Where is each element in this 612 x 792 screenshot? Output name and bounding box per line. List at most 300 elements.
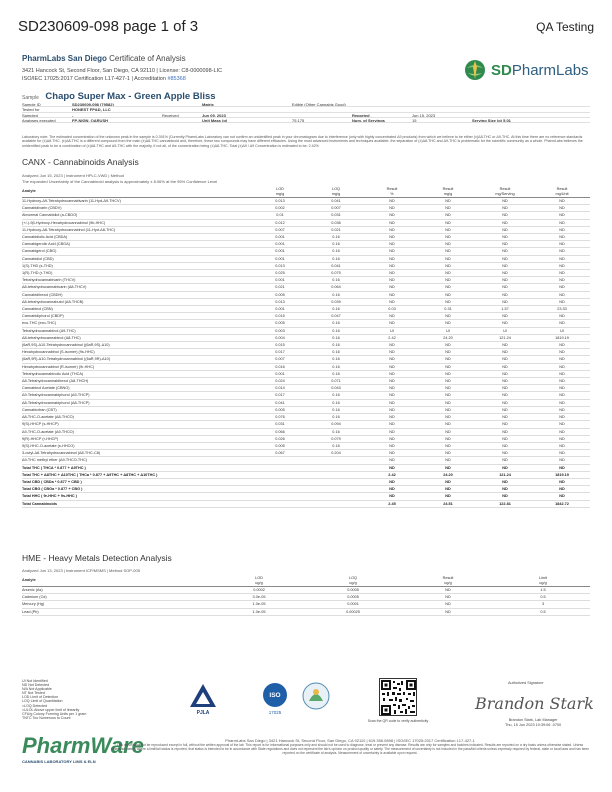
table-cell: ND [534, 421, 590, 428]
pjla-icon [183, 681, 223, 717]
analyte-name: 3-octyl-Δ8-Tetrahydrocannabinol (Δ8-THC-C8) [22, 450, 252, 457]
signer-info [505, 718, 561, 727]
analyte-name: 9(S)-HHCP (s-HHCP) [22, 421, 252, 428]
table-cell: ND [534, 291, 590, 298]
table-cell [252, 464, 308, 471]
table-cell: 0.0001 [306, 601, 400, 608]
table-cell: ND [534, 428, 590, 435]
analyte-name: Cannabinol Acetate (CBNO) [22, 385, 252, 392]
lab-note: Laboratory note: The estimated concentration of the unknown peak in the sample is 0.391% (Currently PharmLabs Laboratory can not confirm an unidentified peak in your chromatogram due to interference (only with highly concentrated Δ9 products) from which we believe to be either (±)Δ8-THC or Δ9-THC. At this time there are no reference standards available for (±)Δ8-THC. (±)Δ8-THC is a different compound from the main (±)Δ8-THC cannabinoid and, therefore, these two compounds may have different efficacies. Using the most advanced instruments and techniques available, the separation of (±)Δ8-THC and Δ9-THC is problematic for the scientific community as a whole. PharmLabs believes the unidentified peak to be a combination of (±)Δ8-THC and Δ9-THC with the majority, if not all, of the concentration being (±)Δ8-THC. Total (±)Δ9 / Δ9 Concentration is estimated to be: 2.42% [22, 135, 583, 148]
analyte-name: Total Cannabinoids [22, 500, 252, 507]
table-cell [252, 457, 308, 464]
canx-table [22, 187, 590, 508]
sample-meta-cell: - [72, 112, 74, 117]
table-cell: 0.00025 [306, 608, 400, 615]
table-row [22, 313, 590, 320]
accreditation-link[interactable]: #85368 [167, 76, 186, 82]
table-cell: 2.42 [364, 334, 420, 341]
analyte-name: Total CBG ( CBGa * 0.877 + CBG ) [22, 486, 252, 493]
table-cell: ND [476, 205, 534, 212]
sample-meta-cell: Sampled [22, 112, 38, 117]
table-row [22, 226, 590, 233]
table-cell: ND [476, 198, 534, 205]
table-cell: ND [476, 320, 534, 327]
table-cell: ND [476, 298, 534, 305]
table-cell: ND [476, 212, 534, 219]
hme-column-header: LOD ug/g [212, 576, 306, 587]
legend-entry: NT Not Tested [22, 691, 45, 696]
table-cell: ND [364, 392, 420, 399]
analyte-name: Cannabidiol (CBD) [22, 255, 252, 262]
table-cell: ND [364, 356, 420, 363]
analyte-name: Total CBD ( CBDa * 0.877 + CBD ) [22, 478, 252, 485]
table-cell: 1.0e-05 [212, 608, 306, 615]
table-cell: ND [534, 255, 590, 262]
sample-meta-cell: HONEST FP&D, LLC [72, 107, 111, 112]
analyte-name: 9(S)-HHC-O-acetate (s-HHCO) [22, 442, 252, 449]
hme-table [22, 576, 590, 616]
table-cell: ND [420, 428, 476, 435]
signature-heading: Authorized Signature [508, 681, 544, 685]
table-cell: ND [476, 342, 534, 349]
table-cell [252, 486, 308, 493]
table-cell: 0.013 [252, 198, 308, 205]
table-cell: 0.5 [496, 608, 590, 615]
table-cell: 0.025 [252, 270, 308, 277]
canx-column-header: LOD mg/g [252, 187, 308, 198]
table-cell: 0.043 [308, 385, 364, 392]
abbreviation-legend [22, 679, 122, 720]
table-cell: 0.003 [252, 327, 308, 334]
table-cell: ND [534, 378, 590, 385]
table-cell: ND [364, 248, 420, 255]
analyte-name: 1(R)-THD (r-THD) [22, 270, 252, 277]
table-cell: ND [364, 406, 420, 413]
canx-column-header: Result % [364, 187, 420, 198]
table-cell: ND [476, 284, 534, 291]
globe-leaf-icon [463, 58, 487, 82]
table-cell: ND [534, 277, 590, 284]
table-cell: ND [534, 234, 590, 241]
svg-text:PJLA: PJLA [196, 710, 210, 716]
table-cell: ND [364, 349, 420, 356]
table-cell: 0.5 [496, 594, 590, 601]
table-cell: 0.001 [252, 234, 308, 241]
table-cell: ND [364, 435, 420, 442]
table-cell: ND [364, 450, 420, 457]
analyte-name: Tetrahydrocannabinolic Acid (THCA) [22, 370, 252, 377]
table-cell [252, 493, 308, 500]
analyte-name: Cannabinol (CBN) [22, 306, 252, 313]
table-cell: ND [476, 450, 534, 457]
canx-column-header: Analyte [22, 187, 252, 198]
table-cell [308, 471, 364, 478]
table-row [22, 320, 590, 327]
table-cell: ND [364, 320, 420, 327]
table-cell: 0.16 [308, 442, 364, 449]
table-cell: 0.007 [252, 226, 308, 233]
table-cell: ND [420, 349, 476, 356]
table-cell: ND [364, 478, 420, 485]
analyte-name: Total HHC ( 9r-HHC + 9s-HHC ) [22, 493, 252, 500]
table-cell: ND [364, 198, 420, 205]
analyte-name: Total THC ( THCA * 0.877 + Δ9THC ) [22, 464, 252, 471]
table-cell [308, 493, 364, 500]
table-cell: 0.16 [308, 327, 364, 334]
canx-column-header: Result mg/g [420, 187, 476, 198]
signature-script: Brandon Stark [475, 694, 594, 713]
table-cell: 0.16 [308, 370, 364, 377]
sample-meta-cell [162, 102, 202, 106]
analyte-name: Cannabicitran (CBT) [22, 406, 252, 413]
pharmware-subtitle: CANNABIS LABORATORY LIMS & ELN [22, 759, 96, 764]
sample-meta-cell: 15 [412, 117, 417, 123]
table-row [22, 262, 590, 269]
table-cell: 122.81 [476, 500, 534, 507]
lab-accreditation: ISO/IEC 17025:2017 Certification L17-427-1 | Accreditation [22, 76, 168, 82]
table-cell: ND [534, 363, 590, 370]
hme-analyzed: Analyzed Jun 13, 2023 | Instrument ICP/MSMS | Method SOP-005 [22, 568, 140, 573]
table-cell: ND [534, 392, 590, 399]
table-cell: ND [364, 457, 420, 464]
table-cell: 0.03 [364, 306, 420, 313]
table-cell: ND [420, 399, 476, 406]
table-cell: 24.51 [420, 500, 476, 507]
table-cell: ND [534, 464, 590, 471]
table-cell: ND [400, 594, 496, 601]
table-cell: ND [476, 219, 534, 226]
table-cell: 3 [496, 601, 590, 608]
table-cell: ND [420, 298, 476, 305]
table-cell: 0.16 [308, 406, 364, 413]
table-cell: ND [476, 248, 534, 255]
table-cell: 0.067 [252, 450, 308, 457]
table-cell: ND [364, 212, 420, 219]
table-cell: ND [534, 486, 590, 493]
table-cell: 0.16 [308, 291, 364, 298]
canx-analyzed: Analyzed Jun 15, 2023 | Instrument HPLC-VWD | Method [22, 173, 124, 178]
table-cell: ND [364, 284, 420, 291]
sample-meta-cell: Analyses executed [22, 117, 56, 123]
table-cell: 0.16 [308, 399, 364, 406]
table-cell: 0.16 [308, 356, 364, 363]
table-cell: ND [534, 342, 590, 349]
table-cell: ND [364, 493, 420, 500]
sample-meta-cell: Jun 15, 2023 [412, 112, 436, 117]
table-cell: ND [420, 248, 476, 255]
analyte-name: Cannabigerolic Acid (CBGA) [22, 241, 252, 248]
table-cell: 0.004 [252, 334, 308, 341]
table-cell: ND [364, 486, 420, 493]
table-cell [252, 478, 308, 485]
analyte-name: Δ8-Tetrahydrocannabiphorol (Δ8-THCP) [22, 399, 252, 406]
svg-text:17025: 17025 [268, 710, 282, 715]
table-cell: ND [420, 241, 476, 248]
table-cell: ND [420, 493, 476, 500]
lab-name: PharmLabs San Diego [22, 54, 107, 63]
table-cell: ND [420, 198, 476, 205]
legend-entry: ND Not Detected [22, 683, 50, 688]
table-cell: 0.16 [308, 392, 364, 399]
table-cell: ND [476, 428, 534, 435]
table-row [22, 370, 590, 377]
table-cell: 0.026 [252, 435, 308, 442]
table-cell: 0.041 [308, 198, 364, 205]
table-cell: 0.094 [308, 421, 364, 428]
table-row [22, 608, 590, 615]
table-cell: ND [476, 349, 534, 356]
table-cell: ND [476, 262, 534, 269]
logo-text: SDPharmLabs [491, 61, 589, 79]
table-cell: ND [364, 370, 420, 377]
table-row [22, 291, 590, 298]
table-cell: 0.16 [308, 363, 364, 370]
table-cell: ND [364, 234, 420, 241]
table-row [22, 248, 590, 255]
analyte-name: (+/-)-9β-Hydroxy-Hexahydrocannabinol (9b-HHC) [22, 219, 252, 226]
table-cell: ND [420, 450, 476, 457]
analyte-name: Δ8-THC-O-acetate (Δ8-THCO) [22, 414, 252, 421]
table-cell: 24.20 [420, 334, 476, 341]
table-cell: ND [476, 241, 534, 248]
legend-entry: LOQ Limit of Quantitation [22, 699, 63, 704]
lab-block [22, 54, 352, 83]
table-cell: ND [364, 442, 420, 449]
analyte-name: Hexahydrocannabinol (S-isomer) (9s-HHC) [22, 349, 252, 356]
table-cell: ND [476, 313, 534, 320]
table-cell: 0.001 [252, 255, 308, 262]
table-cell: 0.047 [308, 313, 364, 320]
table-row [22, 399, 590, 406]
table-row [22, 363, 590, 370]
table-cell: ND [534, 248, 590, 255]
sample-meta-cell [162, 107, 202, 111]
table-cell: ND [420, 291, 476, 298]
table-cell [252, 500, 308, 507]
canx-column-header: LOQ mg/g [308, 187, 364, 198]
analyte-name: Cadmium (Cd) [22, 594, 212, 601]
table-cell: ND [420, 464, 476, 471]
table-cell: 0.005 [252, 320, 308, 327]
table-cell: ND [534, 406, 590, 413]
verification-qr-code[interactable] [379, 678, 417, 716]
table-cell: ND [400, 587, 496, 594]
table-cell: 0.16 [308, 320, 364, 327]
analyte-name: Total THC + Δ8THC + Δ10THC ( THCa * 0.877 + Δ9THC + Δ8THC + Δ10THC ) [22, 471, 252, 478]
analyte-name: Cannabidihexol (CBDH) [22, 291, 252, 298]
table-cell: ND [534, 414, 590, 421]
sample-meta-cell: Received [162, 112, 179, 117]
table-cell: 0.16 [308, 334, 364, 341]
table-cell: ND [420, 421, 476, 428]
table-cell: ND [364, 342, 420, 349]
top-bar [18, 18, 594, 40]
qa-label: QA Testing [536, 20, 594, 34]
table-cell: 0.021 [308, 226, 364, 233]
table-cell: ND [420, 435, 476, 442]
table-cell: ND [364, 262, 420, 269]
table-cell: 0.001 [252, 306, 308, 313]
table-cell: ND [420, 219, 476, 226]
table-row [22, 450, 590, 457]
table-cell: UI [364, 327, 420, 334]
table-cell: 0.001 [252, 370, 308, 377]
table-cell: ND [420, 313, 476, 320]
table-cell: 0.013 [252, 262, 308, 269]
table-cell: 0.013 [252, 298, 308, 305]
table-cell: ND [420, 486, 476, 493]
hme-column-header: Result ug/g [400, 576, 496, 587]
table-cell: 0.066 [252, 428, 308, 435]
table-cell: ND [534, 313, 590, 320]
analyte-name: Cannabidiphorol (CBDP) [22, 313, 252, 320]
table-cell: 0.001 [252, 277, 308, 284]
table-cell: 24.20 [420, 471, 476, 478]
table-cell: ND [534, 270, 590, 277]
table-cell: ND [476, 399, 534, 406]
table-cell: 0.005 [252, 406, 308, 413]
table-cell: 0.005 [252, 291, 308, 298]
table-row [22, 500, 590, 507]
table-cell: 0.16 [308, 306, 364, 313]
table-cell: ND [400, 601, 496, 608]
hme-title: HME - Heavy Metals Detection Analysis [22, 553, 172, 563]
table-cell: ND [420, 262, 476, 269]
table-row [22, 334, 590, 341]
table-row [22, 234, 590, 241]
legend-entry: N/A Not Applicable [22, 687, 52, 692]
legend-entry: TNTC Too Numerous to Count [22, 715, 71, 720]
table-cell: ND [476, 385, 534, 392]
table-cell: 0.007 [252, 356, 308, 363]
hme-column-header: Limit ug/g [496, 576, 590, 587]
table-row [22, 587, 590, 594]
table-cell: ND [476, 478, 534, 485]
analyte-name: Mercury (Hg) [22, 601, 212, 608]
table-cell: UI [420, 327, 476, 334]
table-row [22, 442, 590, 449]
table-cell: UI [534, 327, 590, 334]
table-cell: ND [476, 406, 534, 413]
table-cell: ND [534, 284, 590, 291]
table-cell: ND [420, 363, 476, 370]
table-cell: 0.016 [252, 363, 308, 370]
table-cell: ND [420, 414, 476, 421]
analyte-name: Abnormal Cannabidiol (a-CBDO) [22, 212, 252, 219]
table-cell: ND [364, 313, 420, 320]
table-cell: ND [420, 284, 476, 291]
table-cell: 0.012 [252, 219, 308, 226]
table-cell [308, 478, 364, 485]
table-cell: ND [364, 385, 420, 392]
sample-meta-cell [292, 113, 352, 117]
table-cell: ND [420, 255, 476, 262]
analyte-name: 11-Hydroxy-Δ8-Tetrahydrocannabinol (11-Hyd-Δ8-THC) [22, 226, 252, 233]
canx-uncertainty: The expanded Uncertainty of the Cannabinoid analysis is approximately ± 8.06% at the 95% Confidence Level [22, 179, 218, 184]
table-cell: 0.031 [252, 421, 308, 428]
table-cell: ND [534, 198, 590, 205]
lab-subtitle: Certificate of Analysis [109, 54, 186, 63]
table-cell: 121.24 [476, 471, 534, 478]
table-cell: 1.5 [496, 587, 590, 594]
table-cell [252, 471, 308, 478]
accreditation-seal [301, 681, 331, 717]
table-cell: ND [420, 277, 476, 284]
table-cell: ND [364, 399, 420, 406]
table-row [22, 198, 590, 205]
table-cell: 0.204 [308, 450, 364, 457]
table-cell: 0.0002 [212, 587, 306, 594]
sample-meta-cell [162, 118, 202, 122]
table-cell: ND [476, 464, 534, 471]
table-cell: ND [364, 428, 420, 435]
sample-meta-cell: 75.175 [292, 117, 305, 123]
table-cell [308, 500, 364, 507]
table-cell: 121.24 [476, 334, 534, 341]
table-cell: ND [364, 277, 420, 284]
table-row [22, 464, 590, 471]
table-cell: ND [476, 255, 534, 262]
table-cell: 0.076 [252, 414, 308, 421]
hme-column-header: Analyte [22, 576, 212, 587]
lab-name-line [22, 54, 352, 63]
table-cell: ND [420, 385, 476, 392]
table-cell: ND [364, 241, 420, 248]
table-cell: ND [420, 442, 476, 449]
table-cell: 0.001 [252, 248, 308, 255]
sample-meta-cell [472, 113, 590, 117]
table-cell: ND [364, 219, 420, 226]
table-cell: 0.071 [308, 378, 364, 385]
table-row [22, 378, 590, 385]
sample-meta-cell: SD230609-098 (79582) [72, 102, 114, 107]
table-cell: 0.01 [252, 212, 308, 219]
table-cell: 1.57 [476, 306, 534, 313]
analyte-name: Δ8-tetrahydrocannabutol (Δ8-THCB) [22, 298, 252, 305]
table-cell: ND [476, 414, 534, 421]
table-cell: 0.024 [252, 378, 308, 385]
table-cell: ND [364, 421, 420, 428]
table-cell: ND [534, 457, 590, 464]
analyte-name: Tetrahydrocannabivarin (THCV) [22, 277, 252, 284]
table-row [22, 270, 590, 277]
table-cell: 0.041 [308, 262, 364, 269]
canx-title: CANX - Cannabinoids Analysis [22, 157, 139, 167]
sample-meta-cell: Num. of Servings [352, 117, 385, 123]
table-cell: 0.16 [308, 349, 364, 356]
table-cell: 0.16 [308, 342, 364, 349]
table-cell: ND [534, 399, 590, 406]
table-cell: 0.16 [308, 234, 364, 241]
table-cell: ND [420, 378, 476, 385]
table-row [22, 457, 590, 464]
table-cell: ND [534, 493, 590, 500]
table-row [22, 205, 590, 212]
table-cell: ND [476, 363, 534, 370]
table-cell: ND [534, 241, 590, 248]
table-cell: ND [364, 378, 420, 385]
table-cell: ND [476, 234, 534, 241]
analyte-name: Cannabigerol (CBG) [22, 248, 252, 255]
table-cell: ND [476, 493, 534, 500]
table-cell: 0.16 [308, 255, 364, 262]
analyte-name: Arsenic (As) [22, 587, 212, 594]
table-row [22, 327, 590, 334]
table-cell: 0.16 [308, 241, 364, 248]
footer-address: PharmLabs San Diego | 3421 Hancock St, Second Floor, San Diego, CA 92110 | 619.356.0898 | ISO/IEC 17025:2017 Certification L17-427-1 [225, 738, 475, 743]
table-cell: ND [476, 392, 534, 399]
table-cell: ND [534, 450, 590, 457]
